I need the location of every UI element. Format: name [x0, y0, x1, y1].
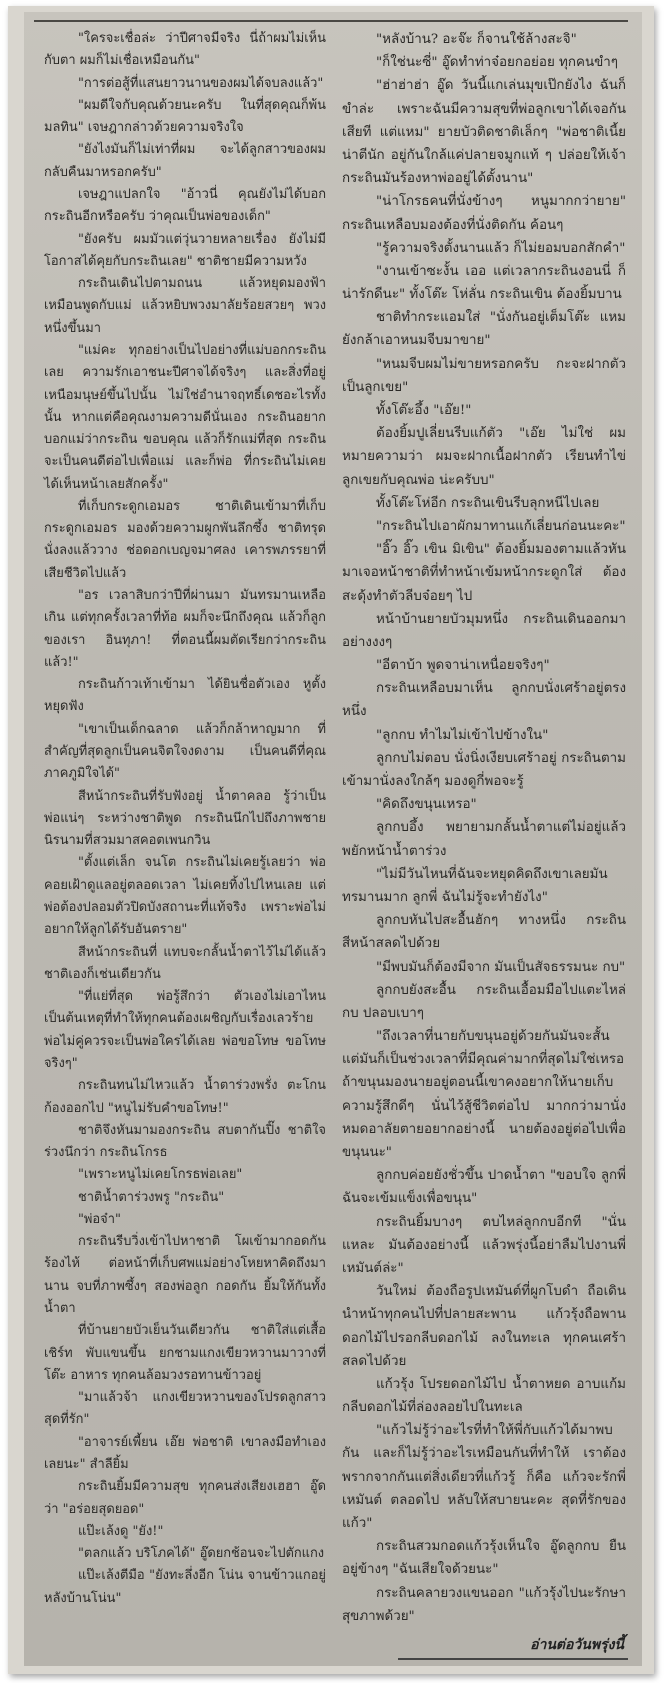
paragraph: ลูกกบยังสะอื้น กระถินเอื้อมมือไปแตะไหล่กบ ปลอบเบาๆ	[342, 982, 626, 1021]
paragraph: "ถึงเวลาที่นายกับขนุนอยู่ด้วยกันมันจะสั้นแต่มันก็เป็นช่วงเวลาที่มีคุณค่ามากที่สุดไม่ใช่เหรอถ้าขนุนมองนายอยู่ตอนนี้เขาคงอยากให้นายเก็บความรู้สึกดีๆ นั่นไว้สู้ชีวิตต่อไป มากกว่ามานั่งหมดอาลัยตายอยากอย่างนี้ นายต้องอยู่ต่อไปเพื่อขนุนนะ"	[342, 1029, 626, 1160]
paragraph: "ยังครับ ผมมัวแต่วุ่นวายหลายเรื่อง ยังไม่มีโอกาสได้คุยกับกระถินเลย" ชาติชายมีความหวัง	[44, 231, 326, 269]
paragraph: "เพราะหนูไม่เคยโกรธพ่อเลย"	[78, 1167, 243, 1183]
paragraph: กระถินคลายวงแขนออก "แก้วรุ้งไปนะรักษาสุขภาพด้วย"	[342, 1585, 626, 1624]
paragraph: "พ่อจ๋า"	[78, 1211, 121, 1227]
paragraph: หน้าบ้านยายบัวมุมหนึ่ง กระถินเดินออกมาอย่างงงๆ	[342, 611, 626, 650]
paragraph: "ตั้งแต่เล็ก จนโต กระถินไม่เคยรู้เลยว่า พ่อคอยเฝ้าดูแลอยู่ตลอดเวลา ไม่เคยทิ้งไปไหนเลย แต่พ่อต้องปลอมตัวปิดบังสถานะที่แท้จริง เพราะพ่อไม่อยากให้ลูกได้รับอันตราย"	[44, 855, 326, 938]
paragraph: ชาติทำกระแอมใส่ "นั่งกันอยู่เต็มโต๊ะ แหมยังกล้าเอาหนมจีบมาขาย"	[342, 310, 626, 349]
paragraph: "อาจารย์เพี้ยน เอ๊ย พ่อชาติ เขาลงมือทำเองเลยนะ" สำลียิ้ม	[44, 1434, 326, 1472]
paragraph: "ผมดีใจกับคุณด้วยนะครับ ในที่สุดคุณก็พ้นมลทิน" เจษฎากล่าวด้วยความจริงใจ	[44, 97, 326, 136]
paragraph: "อีตาบ้า พูดจาน่าเหนื่อยจริงๆ"	[376, 658, 550, 674]
paragraph: วันใหม่ ต้องถือรูปเหมันต์ที่ผูกโบดำ ถือเดินนำหน้าทุกคนไปที่ปลายสะพาน แก้วรุ้งถือพานดอกไม้ไปรอกลีบดอกไม้ ลงในทะเล ทุกคนเศร้าสลดไปด้วย	[342, 1284, 626, 1369]
paragraph: "คิดถึงขนุนเหรอ"	[376, 797, 477, 813]
paragraph: "ที่แย่ที่สุด พ่อรู้สึกว่า ตัวเองไม่เอาไหน เป็นต้นเหตุที่ทำให้ทุกคนต้องเผชิญกับเรื่องเลวร้าย พ่อไม่คู่ควรจะเป็นพ่อใครได้เลย พ่อขอโทษ ขอโทษจริงๆ"	[44, 989, 326, 1071]
paragraph: แป๊ะเล้งดู "ยัง!"	[78, 1523, 164, 1539]
paragraph: "ไม่มีวันไหนที่ฉันจะหยุดคิดถึงเขาเลยมันทรมานมาก ลูกพี่ ฉันไม่รู้จะทำยังไง"	[342, 866, 608, 905]
paragraph: ลูกกบค่อยยังชั่วขึ้น ปาดน้ำตา "ขอบใจ ลูกพี่ ฉันจะเข้มแข็งเพื่อขนุน"	[342, 1168, 626, 1207]
paragraph: "รู้ความจริงตั้งนานแล้ว ก็ไม่ยอมบอกสักคำ"	[376, 240, 626, 256]
paragraph: ลูกกบอึ้ง พยายามกลั้นน้ำตาแต่ไม่อยู่แล้ว พยักหน้าน้ำตาร่วง	[342, 820, 626, 859]
paragraph: "ฮ่าฮ่าฮ่า อู๊ด วันนี้แกเล่นมุขเป๊กยังไง ฉันก็ขำล่ะ เพราะฉันมีความสุขที่พ่อลูกเขาได้เจอกันเสียที แต่แหม" ยายบัวติดชาติเล็กๆ "พ่อชาติเนี้ยน่าตีนัก อยู่กันใกล้แค่ปลายจมูกแท้ ๆ ปล่อยให้เจ้ากระถินมันร้องหาพ่ออยู่ได้ตั้งนาน"	[342, 78, 626, 187]
paragraph: สีหน้ากระถินที่รับฟังอยู่ น้ำตาคลอ รู้ว่าเป็นพ่อแน่ๆ ระหว่างชาติพูด กระถินนึกไปถึงภาพชายนิรนามที่สวมมาสคอตเพนกวิน	[44, 788, 326, 849]
footer-rule	[398, 1658, 628, 1660]
paragraph: "เขาเป็นเด็กฉลาด แล้วก็กล้าหาญมาก ที่สำคัญที่สุดลูกเป็นคนจิตใจงดงาม เป็นคนดีที่คุณภาคภูมิใจได้"	[44, 721, 326, 782]
paragraph: กระถินยิ้มบางๆ ตบไหล่ลูกกบอีกที "นั่นแหละ มันต้องอย่างนี้ แล้วพรุ่งนี้อย่าลืมไปงานพี่เหมันต์ล่ะ"	[342, 1214, 626, 1276]
paragraph: เจษฎาแปลกใจ "อ้าวนี่ คุณยังไม่ได้บอกกระถินอีกหรือครับ ว่าคุณเป็นพ่อของเด็ก"	[44, 186, 326, 225]
paragraph: กระถินก้าวเท้าเข้ามา ได้ยินชื่อตัวเอง หูตั้งหยุดฟัง	[44, 677, 326, 715]
paragraph: "ลูกกบ ทำไมไม่เข้าไปข้างใน"	[376, 727, 549, 743]
paragraph: "ยังไงมันก็ไม่เท่าที่ผม จะได้ลูกสาวของผมกลับคืนมาหรอกครับ"	[44, 142, 326, 180]
paragraph: "การต่อสู้ที่แสนยาวนานของผมได้จบลงแล้ว"	[78, 75, 324, 91]
paragraph: กระถินยิ้มมีความสุข ทุกคนส่งเสียงเฮฮา อู๊ดว่า "อร่อยสุดยอด"	[44, 1479, 326, 1517]
left-column	[44, 28, 326, 1610]
paragraph: "หนมจีบผมไม่ขายหรอกครับ กะจะฝากตัวเป็นลูกเขย"	[342, 356, 626, 395]
paragraph: สีหน้ากระถินที่ แทบจะกลั้นน้ำตาไว้ไม่ได้แล้ว ชาติเองก็เช่นเดียวกัน	[44, 944, 326, 982]
paragraph: ชาตินํ้าตาร่วงพรู "กระถิน"	[78, 1189, 225, 1205]
paragraph: "แม่คะ ทุกอย่างเป็นไปอย่างที่แม่บอกกระถินเลย ความรักเอาชนะปีศาจได้จริงๆ และสิ่งที่อยู่เหนือมนุษย์ขึ้นไปนั้น ไม่ใช่อำนาจฤทธิ์เดชอะไรทั้งนั้น หากแต่คือคุณงามความดีนั่นเอง กระถินอยากบอกแม่ว่ากระถิน ขอบคุณ แล้วก็รักแม่ที่สุด กระถินจะเป็นคนดีต่อไปเพื่อแม่ และก็พ่อ ที่กระถินไม่เคยได้เห็นหน้าเลยสักครั้ง"	[44, 342, 326, 492]
top-rule	[34, 20, 628, 22]
paragraph: "อร เวลาสิบกว่าปีที่ผ่านมา มันทรมานเหลือเกิน แต่ทุกครั้งเวลาที่ท้อ ผมก็จะนึกถึงคุณ แล้วก็ลูกของเรา อินทุภา! ที่ตอนนี้ผมตัดเรียกว่ากระถิน แล้ว!"	[44, 588, 326, 670]
paragraph: "แก้วไม่รู้ว่าอะไรที่ทำให้พี่กับแก้วได้มาพบกัน และก็ไม่รู้ว่าอะไรเหมือนกันที่ทำให้ เราต้องพรากจากกันแต่สิ่งเดียวที่แก้วรู้ ก็คือ แก้วจะรักพี่เหมันต์ ตลอดไป หลับให้สบายนะคะ สุดที่รักของแก้ว"	[342, 1423, 626, 1531]
paragraph: "ตลกแล้ว บริโภคได้" อู๊ดยกช้อนจะไปตักแกง	[78, 1546, 325, 1562]
continue-tomorrow-note: อ่านต่อวันพรุ่งนี้	[530, 1637, 624, 1653]
paragraph: "อิ๊ว อิ๊ว เขิน มิเขิน" ต้องยิ้มมองตามแล้วหันมาเจอหน้าชาติที่ทำหน้าเข้มหน้ากระดูกใส่ ต้องสะดุ้งทำตัวลีบจ๋อยๆ ไป	[342, 542, 626, 604]
paragraph: ทั้งโต๊ะโห่อีก กระถินเขินรีบลุกหนีไปเลย	[376, 495, 600, 511]
paragraph: กระถินเดินไปตามถนน แล้วหยุดมองฟ้าเหมือนพูดกับแม่ แล้วหยิบพวงมาลัยร้อยสวยๆ พวงหนึ่งขึ้นมา	[44, 276, 326, 336]
paragraph: "มาแล้วจ้า แกงเขียวหวานของโปรดลูกสาวสุดที่รัก"	[44, 1390, 326, 1428]
newspaper-clipping	[24, 12, 642, 1666]
paragraph: ลูกกบหันไปสะอื้นฮักๆ ทางหนึ่ง กระถินสีหน้าสลดไปด้วย	[342, 913, 626, 952]
paragraph: "งานเข้าซะงั้น เออ แต่เวลากระถินงอนนี่ ก็น่ารักดีนะ" ทั้งโต๊ะ โห่ลั่น กระถินเขิน ต้องยิ้มบาน	[342, 263, 626, 303]
paragraph: ต้องยิ้มปูเลี่ยนรีบแก้ตัว "เอ๊ย ไม่ใช่ ผมหมายความว่า ผมจะฝากเนื้อฝากตัว เรียนทำไข่ลูกเขยกับคุณพ่อ น่ะครับบ"	[342, 426, 626, 488]
paragraph: กระถินทนไม่ไหวแล้ว น้ำตาร่วงพรั่ง ตะโกนก้องออกไป "หนูไม่รับคำขอโทษ!"	[44, 1078, 326, 1116]
paragraph: แป๊ะเล้งตีมือ "ยังทะลึ่งอีก โน่น จานข้าวแกอยู่หลังบ้านโน่น"	[44, 1568, 326, 1606]
paragraph: "น่าโกรธคนที่นั่งข้างๆ หนูมากกว่ายาย" กระถินเหลือบมองต้องที่นั่งติดกัน ค้อนๆ	[342, 194, 626, 233]
paragraph: ลูกกบไม่ตอบ นั่งนิ่งเงียบเศร้าอยู่ กระถินตามเข้ามานั่งลงใกล้ๆ มองดูกี่พอจะรู้	[342, 750, 626, 789]
right-column	[342, 28, 626, 1628]
paragraph: ชาติจึงหันมามองกระถิน สบตากันปิ๊ง ชาติใจร่วงนึกว่า กระถินโกรธ	[44, 1122, 326, 1161]
paragraph: กระถินสวมกอดแก้วรุ้งเห็นใจ อู๊ดลูกกบ ยืนอยู่ข้างๆ "ฉันเสียใจด้วยนะ"	[342, 1539, 626, 1578]
newspaper-page	[8, 6, 654, 1674]
paragraph: "กระถินไปเอาผักมาทานแก้เลี่ยนก่อนนะคะ"	[376, 518, 626, 534]
paragraph: ที่เก็บกระดูกเอมอร ชาติเดินเข้ามาที่เก็บกระดูกเอมอร มองด้วยความผูกพันลึกซึ้ง ชาติทรุดนั่งลงแล้ววาง ช่อดอกเบญจมาศลง เคารพภรรยาที่เสียชีวิตไปแล้ว	[44, 498, 326, 581]
paragraph: "มีพบมันก็ต้องมีจาก มันเป็นสัจธรรมนะ กบ"	[376, 959, 626, 975]
paragraph: ทั้งโต๊ะอึ้ง "เอ๊ย!"	[376, 403, 472, 418]
paragraph: ที่บ้านยายบัวเย็นวันเดียวกัน ชาติใส่แต่เสื้อเชิร์ท พับแขนขึ้น ยกชามแกงเขียวหวานมาวางที่โต๊ะ อาหาร ทุกคนล้อมวงรอทานข้าวอยู่	[44, 1323, 326, 1383]
paragraph: กระถินรีบวิ่งเข้าไปหาชาติ โผเข้ามากอดกันร้องไห้ ต่อหน้าที่เก็บศพแม่อย่างโหยหาคิดถึงมานาน จบที่ภาพซึ้งๆ สองพ่อลูก กอดกัน ยิ้มให้กันทั้งน้ำตา	[44, 1234, 326, 1317]
paragraph: แก้วรุ้ง โปรยดอกไม้ไป น้ำตาหยด อาบแก้ม กลีบดอกไม้ที่ล่องลอยไปในทะเล	[342, 1376, 626, 1416]
paragraph: "ก็ใช่นะซี่" อู๊ดทำท่าจ๋อยกอย่อย ทุกคนขำๆ	[376, 55, 618, 71]
paragraph: กระถินเหลือบมาเห็น ลูกกบนั่งเศร้าอยู่ตรงหนึ่ง	[342, 681, 626, 720]
paragraph: "ใครจะเชื่อล่ะ ว่าปีศาจมีจริง นี่ถ้าผมไม่เห็นกับตา ผมก็ไม่เชื่อเหมือนกัน"	[44, 31, 326, 69]
paragraph: "หลังบ้าน? อะจ๊ะ ก็จานใช้ล้างสะจิ"	[376, 32, 577, 47]
